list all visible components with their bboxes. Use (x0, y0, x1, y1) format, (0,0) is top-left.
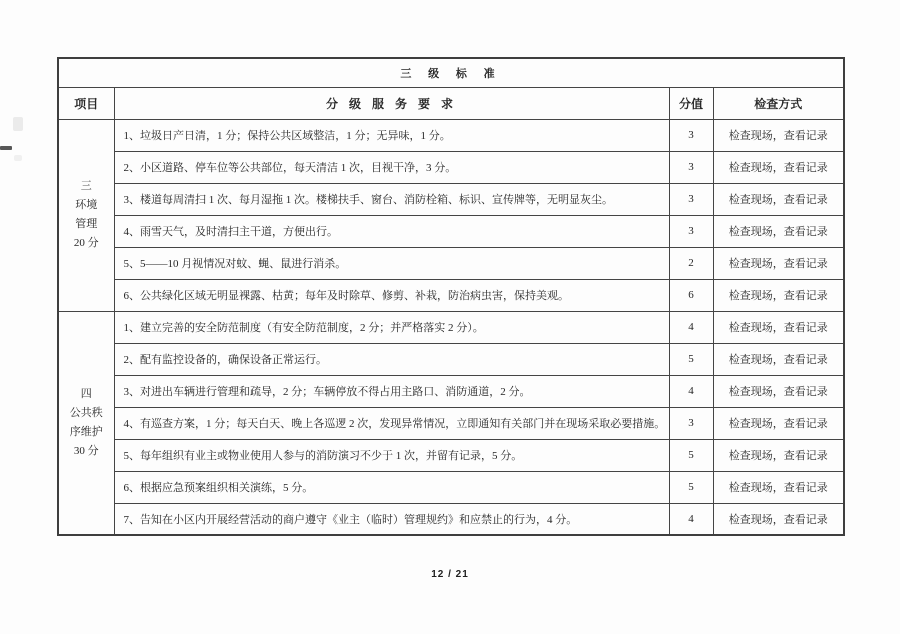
requirement-cell: 7、告知在小区内开展经营活动的商户遵守《业主（临时）管理规约》和应禁止的行为，4 分。 (114, 503, 669, 535)
method-cell: 检查现场，查看记录 (713, 375, 844, 407)
table-row (58, 247, 844, 279)
requirement-cell: 2、小区道路、停车位等公共部位，每天清洁 1 次，目视干净，3 分。 (114, 151, 669, 183)
project-line: 管理 (75, 218, 98, 230)
requirement-cell: 5、每年组织有业主或物业使用人参与的消防演习不少于 1 次，并留有记录，5 分。 (114, 439, 669, 471)
table-row (58, 439, 844, 471)
table-row (58, 503, 844, 535)
header-method: 检查方式 (713, 87, 844, 119)
score-cell: 6 (669, 279, 713, 311)
scan-artifact-smudge (13, 117, 23, 131)
requirement-cell: 6、公共绿化区域无明显裸露、枯黄；每年及时除草、修剪、补栽，防治病虫害，保持美观。 (114, 279, 669, 311)
method-cell: 检查现场，查看记录 (713, 215, 844, 247)
table-row (58, 471, 844, 503)
table-row (58, 119, 844, 151)
method-cell: 检查现场，查看记录 (713, 247, 844, 279)
method-cell: 检查现场，查看记录 (713, 503, 844, 535)
scan-artifact-dash (0, 146, 12, 150)
project-group-cell-public-order (58, 311, 114, 535)
table-row (58, 311, 844, 343)
method-cell: 检查现场，查看记录 (713, 279, 844, 311)
header-project: 项目 (58, 87, 114, 119)
score-cell: 2 (669, 247, 713, 279)
method-cell: 检查现场，查看记录 (713, 343, 844, 375)
project-line: 四 (80, 387, 92, 400)
requirement-cell: 4、雨雪天气，及时清扫主干道，方便出行。 (114, 215, 669, 247)
scan-artifact-smudge (14, 155, 22, 161)
table-row (58, 279, 844, 311)
project-line: 序维护 (69, 425, 103, 438)
requirement-cell: 5、5——10 月视情况对蚊、蝇、鼠进行消杀。 (114, 247, 669, 279)
score-cell: 5 (669, 439, 713, 471)
table-row (58, 215, 844, 247)
method-cell: 检查现场，查看记录 (713, 439, 844, 471)
project-group-cell-environment (58, 119, 114, 311)
score-cell: 3 (669, 119, 713, 151)
requirement-cell: 1、垃圾日产日清，1 分；保持公共区域整洁，1 分；无异味，1 分。 (114, 119, 669, 151)
table-row (58, 375, 844, 407)
method-cell: 检查现场，查看记录 (713, 151, 844, 183)
method-cell: 检查现场，查看记录 (713, 183, 844, 215)
standard-table (57, 57, 845, 536)
page-number: 12 / 21 (431, 569, 469, 580)
project-line: 30 分 (73, 444, 99, 457)
score-cell: 5 (669, 471, 713, 503)
header-score: 分值 (669, 87, 713, 119)
requirement-cell: 1、建立完善的安全防范制度（有安全防范制度，2 分；并严格落实 2 分）。 (114, 311, 669, 343)
table-row (58, 343, 844, 375)
project-line: 三 (80, 180, 92, 192)
score-cell: 3 (669, 183, 713, 215)
requirement-cell: 6、根据应急预案组织相关演练，5 分。 (114, 471, 669, 503)
method-cell: 检查现场，查看记录 (713, 311, 844, 343)
project-line: 公共秩 (69, 406, 103, 419)
score-cell: 3 (669, 215, 713, 247)
table-title-row (58, 58, 844, 87)
method-cell: 检查现场，查看记录 (713, 407, 844, 439)
method-cell: 检查现场，查看记录 (713, 119, 844, 151)
score-cell: 3 (669, 151, 713, 183)
table-row (58, 407, 844, 439)
requirement-cell: 3、对进出车辆进行管理和疏导，2 分；车辆停放不得占用主路口、消防通道，2 分。 (114, 375, 669, 407)
method-cell: 检查现场，查看记录 (713, 471, 844, 503)
project-line: 20 分 (73, 237, 99, 249)
table-row (58, 151, 844, 183)
project-line: 环境 (75, 199, 98, 211)
score-cell: 5 (669, 343, 713, 375)
score-cell: 4 (669, 503, 713, 535)
table-title: 三 级 标 准 (58, 58, 844, 87)
table-header-row (58, 87, 844, 119)
requirement-cell: 2、配有监控设备的，确保设备正常运行。 (114, 343, 669, 375)
table-row (58, 183, 844, 215)
score-cell: 3 (669, 407, 713, 439)
header-requirement: 分 级 服 务 要 求 (114, 87, 669, 119)
score-cell: 4 (669, 311, 713, 343)
score-cell: 4 (669, 375, 713, 407)
requirement-cell: 4、有巡查方案，1 分；每天白天、晚上各巡逻 2 次，发现异常情况，立即通知有关部门并在现场采取必要措施。 (114, 407, 669, 439)
requirement-cell: 3、楼道每周清扫 1 次、每月湿拖 1 次。楼梯扶手、窗台、消防栓箱、标识、宣传牌等，无明显灰尘。 (114, 183, 669, 215)
